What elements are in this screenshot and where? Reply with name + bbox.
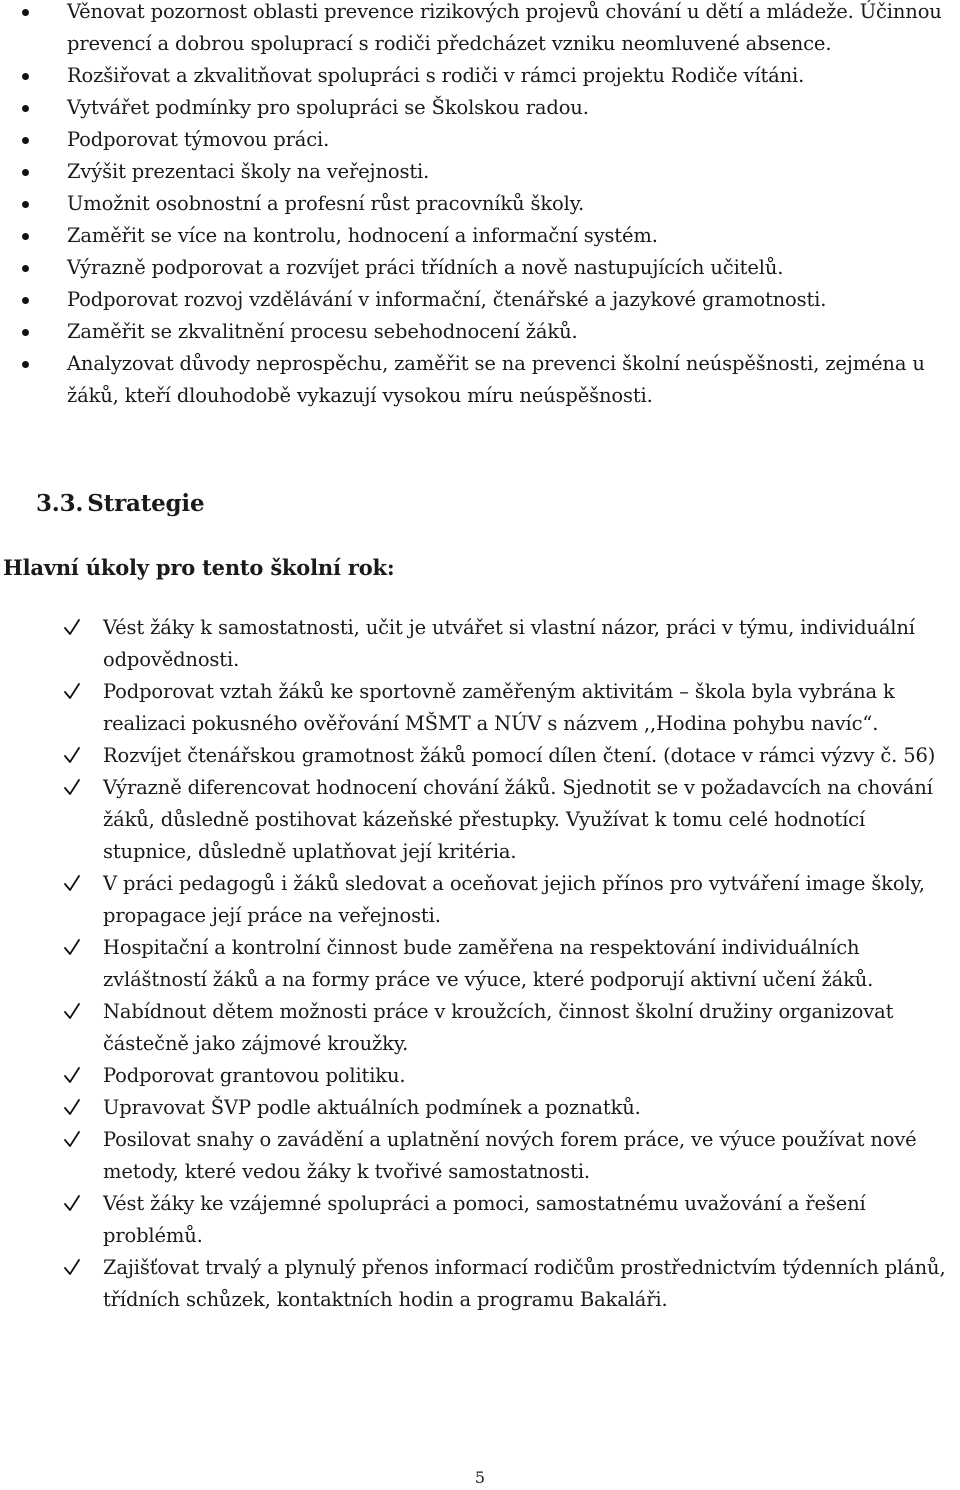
bullet-icon [22, 137, 29, 144]
list-item-text: Nabídnout dětem možnosti práce v kroužcích, činnost školní družiny organizovat částečně jako zájmové kroužky. [103, 1000, 894, 1055]
list-item [0, 92, 960, 124]
list-item [0, 1188, 960, 1252]
list-item [0, 156, 960, 188]
list-item [0, 1252, 960, 1316]
list-item-text: Podporovat týmovou práci. [67, 128, 330, 151]
list-item-text: Vést žáky ke vzájemné spolupráci a pomoci, samostatnému uvažování a řešení problémů. [103, 1192, 866, 1247]
checkmark-icon [63, 1097, 81, 1117]
list-item-text: Věnovat pozornost oblasti prevence rizikových projevů chování u dětí a mládeže. Účinnou prevencí a dobrou spoluprací s rodiči předcházet vzniku neomluvené absence. [67, 0, 942, 55]
bullet-icon [22, 265, 29, 272]
list-item [0, 348, 960, 412]
check-list [0, 612, 960, 1316]
checkmark-icon [63, 873, 81, 893]
list-item-text: Hospitační a kontrolní činnost bude zaměřena na respektování individuálních zvláštností žáků a na formy práce ve výuce, které podporují aktivní učení žáků. [103, 936, 874, 991]
checkmark-icon [63, 1257, 81, 1277]
checkmark-icon [63, 1129, 81, 1149]
checkmark-icon [63, 1001, 81, 1021]
list-item [0, 0, 960, 60]
list-item-text: Zaměřit se zkvalitnění procesu sebehodnocení žáků. [67, 320, 578, 343]
list-item [0, 220, 960, 252]
bullet-icon [22, 169, 29, 176]
list-item-text: Vytvářet podmínky pro spolupráci se Školskou radou. [67, 96, 589, 119]
checkmark-icon [63, 937, 81, 957]
list-item [0, 60, 960, 92]
list-item-text: Analyzovat důvody neprospěchu, zaměřit se na prevenci školní neúspěšnosti, zejména u žáků, kteří dlouhodobě vykazují vysokou míru neúspěšnosti. [67, 352, 925, 407]
list-item-text: Podporovat vztah žáků ke sportovně zaměřeným aktivitám – škola byla vybrána k realizaci pokusného ověřování MŠMT a NÚV s názvem ,,Hodina pohybu navíc“. [103, 680, 895, 735]
list-item-text: Výrazně podporovat a rozvíjet práci třídních a nově nastupujících učitelů. [67, 256, 784, 279]
bullet-icon [22, 73, 29, 80]
list-item [0, 996, 960, 1060]
bullet-icon [22, 233, 29, 240]
list-item [0, 932, 960, 996]
list-item [0, 1124, 960, 1188]
checkmark-icon [63, 777, 81, 797]
list-item-text: Zajišťovat trvalý a plynulý přenos informací rodičům prostřednictvím týdenních plánů, třídních schůzek, kontaktních hodin a programu Bakaláři. [103, 1256, 946, 1311]
list-item-text: Vést žáky k samostatnosti, učit je utvářet si vlastní názor, práci v týmu, individuální odpovědnosti. [103, 616, 915, 671]
list-item-text: Podporovat grantovou politiku. [103, 1064, 406, 1087]
list-item [0, 868, 960, 932]
checkmark-icon [63, 745, 81, 765]
list-item-text: Rozvíjet čtenářskou gramotnost žáků pomocí dílen čtení. (dotace v rámci výzvy č. 56) [103, 744, 936, 767]
list-item-text: Výrazně diferencovat hodnocení chování žáků. Sjednotit se v požadavcích na chování žáků, důsledně postihovat kázeňské přestupky. Využívat k tomu celé hodnotící stupnice, důsledně uplatňovat její kritéria. [103, 776, 933, 863]
list-item [0, 612, 960, 676]
list-item [0, 188, 960, 220]
list-item-text: Umožnit osobnostní a profesní růst pracovníků školy. [67, 192, 585, 215]
list-item-text: Zvýšit prezentaci školy na veřejnosti. [67, 160, 430, 183]
list-item [0, 1092, 960, 1124]
bullet-icon [22, 329, 29, 336]
bullet-icon [22, 9, 29, 16]
list-item [0, 252, 960, 284]
subheading: Hlavní úkoly pro tento školní rok: [3, 555, 395, 580]
list-item-text: Podporovat rozvoj vzdělávání v informační, čtenářské a jazykové gramotnosti. [67, 288, 827, 311]
checkmark-icon [63, 1193, 81, 1213]
section-title: Strategie [87, 490, 205, 517]
bullet-icon [22, 297, 29, 304]
checkmark-icon [63, 681, 81, 701]
list-item-text: Upravovat ŠVP podle aktuálních podmínek a poznatků. [103, 1096, 641, 1119]
list-item-text: Posilovat snahy o zavádění a uplatnění nových forem práce, ve výuce používat nové metody, které vedou žáky k tvořivé samostatnosti. [103, 1128, 917, 1183]
page-number: 5 [474, 1468, 486, 1487]
list-item [0, 1060, 960, 1092]
bullet-icon [22, 361, 29, 368]
list-item [0, 740, 960, 772]
list-item [0, 676, 960, 740]
list-item [0, 124, 960, 156]
list-item-text: Zaměřit se více na kontrolu, hodnocení a informační systém. [67, 224, 658, 247]
list-item [0, 316, 960, 348]
list-item-text: Rozšiřovat a zkvalitňovat spolupráci s rodiči v rámci projektu Rodiče vítáni. [67, 64, 805, 87]
section-heading [36, 488, 204, 520]
bullet-icon [22, 201, 29, 208]
bullet-icon [22, 105, 29, 112]
checkmark-icon [63, 1065, 81, 1085]
list-item [0, 772, 960, 868]
list-item [0, 284, 960, 316]
section-number: 3.3. [36, 490, 84, 517]
bullet-list [0, 0, 960, 412]
checkmark-icon [63, 617, 81, 637]
list-item-text: V práci pedagogů i žáků sledovat a oceňovat jejich přínos pro vytváření image školy, propagace její práce na veřejnosti. [103, 872, 925, 927]
